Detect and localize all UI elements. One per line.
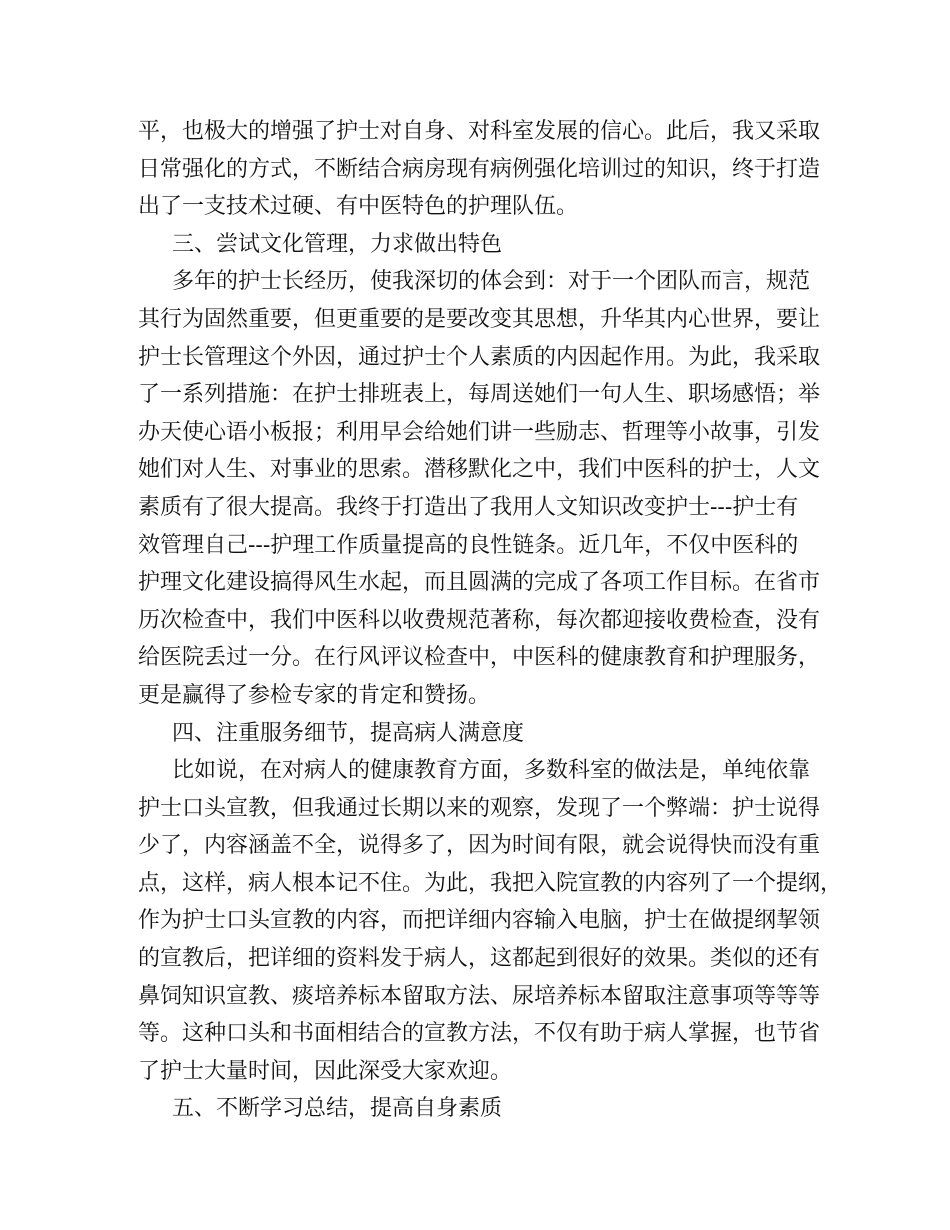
paragraph-line: 少了，内容涵盖不全，说得多了，因为时间有限，就会说得快而没有重 (138, 833, 821, 859)
paragraph-line: 护士口头宣教，但我通过长期以来的观察，发现了一个弊端：护士说得 (138, 795, 821, 821)
paragraph-line: 鼻饲知识宣教、痰培养标本留取方法、尿培养标本留取注意事项等等等 (138, 983, 821, 1009)
paragraph-line: 了一系列措施：在护士排班表上，每周送她们一句人生、职场感悟；举 (138, 382, 821, 408)
paragraph-line: 日常强化的方式，不断结合病房现有病例强化培训过的知识，终于打造 (138, 156, 821, 182)
paragraph-line: 素质有了很大提高。我终于打造出了我用人文知识改变护士---护士有 (138, 494, 799, 520)
paragraph-line: 了护士大量时间，因此深受大家欢迎。 (138, 1058, 513, 1084)
paragraph-line: 办天使心语小板报；利用早会给她们讲一些励志、哲理等小故事，引发 (138, 419, 821, 445)
paragraph-line: 历次检查中，我们中医科以收费规范著称，每次都迎接收费检查，没有 (138, 607, 821, 633)
paragraph-line: 其行为固然重要，但更重要的是要改变其思想，升华其内心世界，要让 (138, 306, 821, 332)
paragraph-line: 更是赢得了参检专家的肯定和赞扬。 (138, 682, 491, 708)
section-heading: 三、尝试文化管理，力求做出特色 (172, 231, 503, 257)
paragraph-line: 护理文化建设搞得风生水起，而且圆满的完成了各项工作目标。在省市 (138, 570, 821, 596)
paragraph-line: 等。这种口头和书面相结合的宣教方法，不仅有助于病人掌握，也节省 (138, 1021, 821, 1047)
paragraph-line: 护士长管理这个外因，通过护士个人素质的内因起作用。为此，我采取 (138, 344, 821, 370)
document-body (138, 113, 843, 1128)
paragraph-line: 的宣教后，把详细的资料发于病人，这都起到很好的效果。类似的还有 (138, 946, 821, 972)
paragraph-line: 她们对人生、对事业的思索。潜移默化之中，我们中医科的护士，人文 (138, 457, 821, 483)
section-heading: 五、不断学习总结，提高自身素质 (172, 1096, 503, 1122)
paragraph-first-line: 比如说，在对病人的健康教育方面，多数科室的做法是，单纯依靠 (172, 758, 811, 784)
paragraph-line: 出了一支技术过硬、有中医特色的护理队伍。 (138, 194, 579, 220)
paragraph-line: 点，这样，病人根本记不住。为此，我把入院宣教的内容列了一个提纲， (138, 870, 843, 896)
paragraph-first-line: 多年的护士长经历，使我深切的体会到：对于一个团队而言，规范 (172, 269, 811, 295)
paragraph-line: 平，也极大的增强了护士对自身、对科室发展的信心。此后，我又采取 (138, 119, 821, 144)
paragraph-line: 作为护士口头宣教的内容，而把详细内容输入电脑，护士在做提纲挈领 (138, 908, 821, 934)
paragraph-line: 给医院丢过一分。在行风评议检查中，中医科的健康教育和护理服务， (138, 645, 821, 671)
paragraph-line: 效管理自己---护理工作质量提高的良性链条。近几年，不仅中医科的 (138, 532, 799, 558)
section-heading: 四、注重服务细节，提高病人满意度 (172, 720, 525, 746)
